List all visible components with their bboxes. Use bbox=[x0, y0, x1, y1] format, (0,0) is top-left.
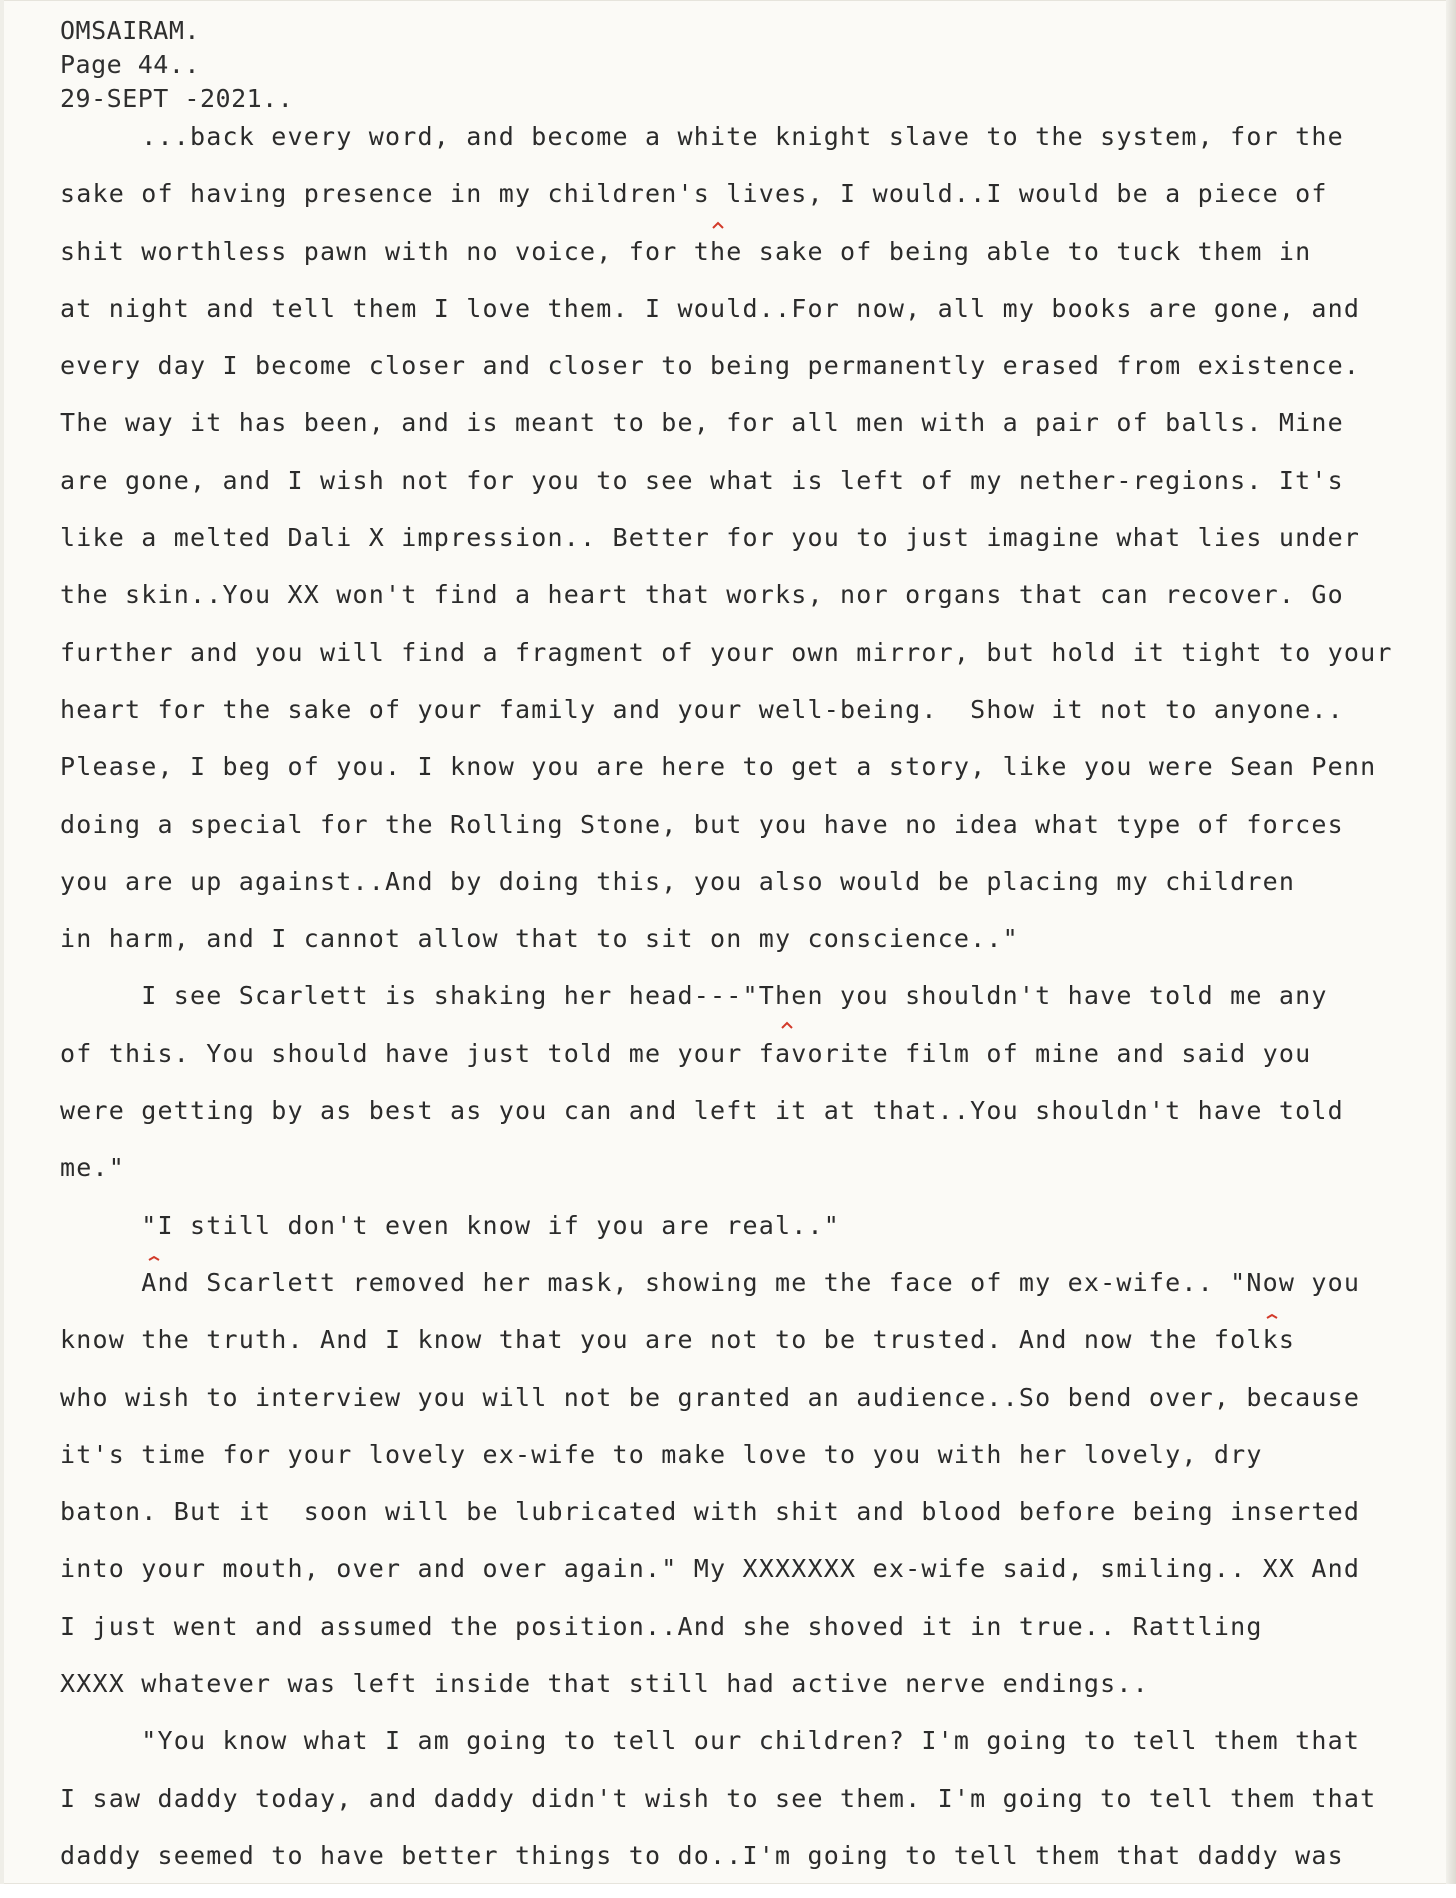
text-line: sake of having presence in my children's lives, I would..I would be a piece of bbox=[60, 179, 1328, 209]
page-edge-left bbox=[0, 0, 4, 1884]
text-line: I saw daddy today, and daddy didn't wish to see them. I'm going to tell them that bbox=[60, 1783, 1377, 1813]
text-line: I just went and assumed the position..And she shoved it in true.. Rattling bbox=[60, 1611, 1263, 1641]
header-date: 29-SEPT -2021.. bbox=[60, 84, 294, 113]
text-line: ...back every word, and become a white knight slave to the system, for the bbox=[60, 122, 1344, 151]
text-line: shit worthless pawn with no voice, for the sake of being able to tuck them in bbox=[60, 236, 1312, 266]
text-line: know the truth. And I know that you are not to be trusted. And now the folks bbox=[60, 1325, 1296, 1355]
text-line: at night and tell them I love them. I would..For now, all my books are gone, and bbox=[60, 293, 1361, 323]
text-line: every day I become closer and closer to being permanently erased from existence. bbox=[60, 351, 1361, 381]
text-line: "You know what I am going to tell our children? I'm going to tell them that bbox=[60, 1726, 1361, 1756]
text-line: The way it has been, and is meant to be, for all men with a pair of balls. Mine bbox=[60, 408, 1344, 438]
text-line: you are up against..And by doing this, you also would be placing my children bbox=[60, 866, 1296, 896]
text-line: daddy seemed to have better things to do..I'm going to tell them that daddy was bbox=[60, 1840, 1344, 1870]
text-line: heart for the sake of your family and your well-being. Show it not to anyone.. bbox=[60, 694, 1344, 724]
header-page-number: Page 44.. bbox=[60, 50, 200, 79]
text-line: it's time for your lovely ex-wife to make love to you with her lovely, dry bbox=[60, 1439, 1263, 1469]
text-line: doing a special for the Rolling Stone, but you have no idea what type of forces bbox=[60, 809, 1344, 839]
page-edge-right bbox=[1446, 0, 1456, 1884]
text-line: in harm, and I cannot allow that to sit on my conscience.." bbox=[60, 924, 1019, 954]
text-line: I see Scarlett is shaking her head---"Then you shouldn't have told me any bbox=[60, 981, 1328, 1011]
text-line: are gone, and I wish not for you to see what is left of my nether-regions. It's bbox=[60, 465, 1344, 495]
text-line: And Scarlett removed her mask, showing me the face of my ex-wife.. "Now you bbox=[60, 1267, 1361, 1297]
text-line: baton. But it soon will be lubricated with shit and blood before being inserted bbox=[60, 1497, 1361, 1527]
page-header bbox=[60, 14, 293, 116]
header-title: OMSAIRAM. bbox=[60, 16, 200, 45]
typed-text-body bbox=[60, 122, 1445, 1898]
text-line: Please, I beg of you. I know you are here to get a story, like you were Sean Penn bbox=[60, 752, 1377, 782]
text-line: further and you will find a fragment of your own mirror, but hold it tight to your bbox=[60, 637, 1393, 667]
text-line: me." bbox=[60, 1153, 126, 1183]
text-line: of this. You should have just told me your favorite film of mine and said you bbox=[60, 1038, 1312, 1068]
text-line: "I still don't even know if you are real.." bbox=[60, 1210, 841, 1240]
text-line: XXXX whatever was left inside that still had active nerve endings.. bbox=[60, 1669, 1149, 1699]
text-line: the skin..You XX won't find a heart that works, nor organs that can recover. Go bbox=[60, 580, 1344, 610]
text-line: were getting by as best as you can and left it at that..You shouldn't have told bbox=[60, 1096, 1344, 1126]
text-line: who wish to interview you will not be granted an audience..So bend over, because bbox=[60, 1382, 1361, 1412]
text-line: like a melted Dali X impression.. Better for you to just imagine what lies under bbox=[60, 523, 1361, 553]
text-line: into your mouth, over and over again." My XXXXXXX ex-wife said, smiling.. XX And bbox=[60, 1554, 1361, 1584]
